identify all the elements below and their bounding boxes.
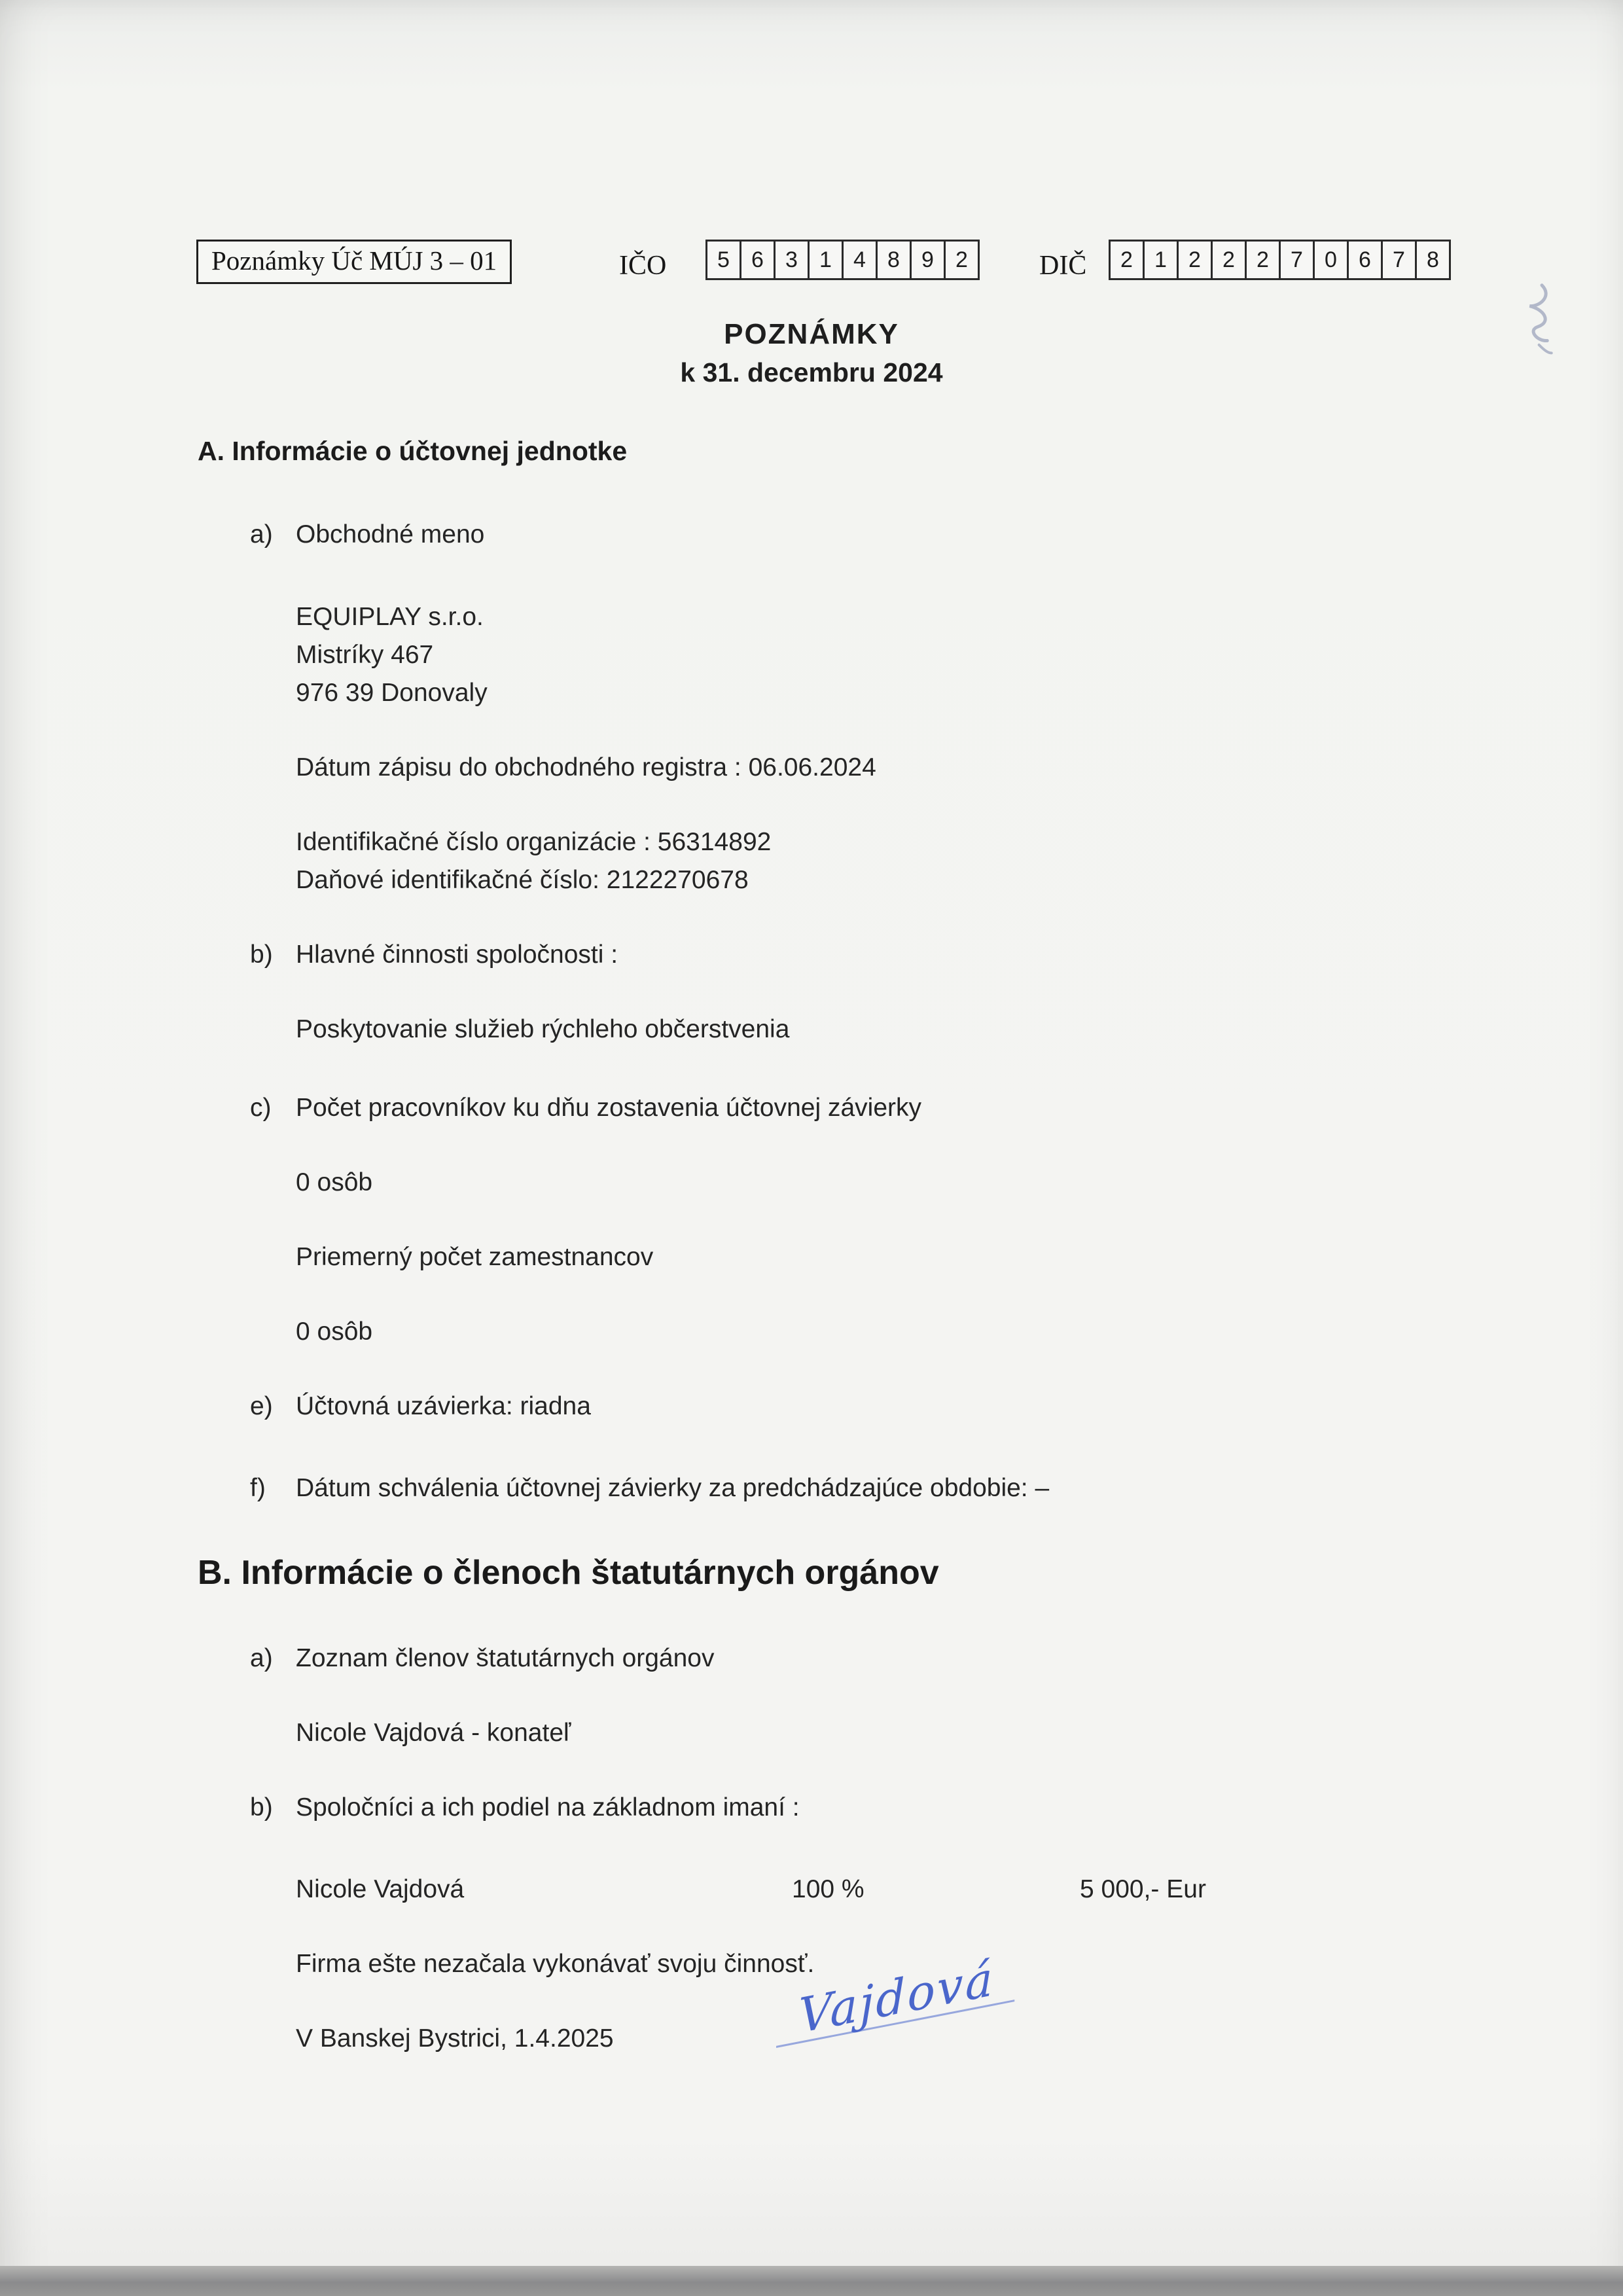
shareholder-name: Nicole Vajdová (296, 1875, 465, 1903)
item-label: Spoločníci a ich podiel na základnom imaní : (296, 1793, 800, 1821)
ico-digit: 5 (705, 240, 741, 280)
item-label: Hlavné činnosti spoločnosti : (296, 941, 618, 969)
ico-digit-boxes (705, 240, 980, 280)
item-marker: a) (250, 1644, 273, 1672)
activity-line: Poskytovanie služieb rýchleho občerstvenia (296, 1015, 790, 1043)
scanner-edge-strip (0, 2266, 1623, 2296)
ico-digit: 2 (944, 240, 980, 280)
document-title-line1: POZNÁMKY (724, 318, 899, 350)
board-member-line: Nicole Vajdová - konateľ (296, 1719, 571, 1747)
item-label: Dátum schválenia účtovnej závierky za predchádzajúce obdobie: – (296, 1474, 1050, 1502)
dic-label: DIČ (1039, 251, 1087, 281)
section-b-heading: B. Informácie o členoch štatutárnych orgánov (198, 1554, 939, 1592)
dic-digit: 2 (1109, 240, 1145, 280)
shareholder-amount: 5 000,- Eur (1080, 1875, 1206, 1903)
ico-digit: 8 (876, 240, 912, 280)
item-c-employee-count (198, 1089, 1454, 1127)
dic-digit: 2 (1177, 240, 1213, 280)
avg-employees-label-line: Priemerný počet zamestnancov (296, 1243, 654, 1271)
item-marker: b) (250, 1793, 273, 1821)
item-a-board-list (198, 1640, 1454, 1677)
employees-count-line: 0 osôb (296, 1168, 373, 1196)
ico-digit: 3 (774, 240, 810, 280)
avg-employees-count-line: 0 osôb (296, 1318, 373, 1346)
form-id-label: Poznámky Úč MÚJ 3 – 01 (211, 245, 497, 276)
item-label: Počet pracovníkov ku dňu zostavenia účtovnej závierky (296, 1094, 922, 1122)
section-a-heading: A. Informácie o účtovnej jednotke (198, 436, 628, 466)
registration-date-line: Dátum zápisu do obchodného registra : 06.06.2024 (296, 753, 876, 781)
item-marker: b) (250, 941, 273, 969)
company-address-block (198, 598, 1454, 712)
dic-digit: 1 (1143, 240, 1179, 280)
handwritten-signature: Vajdová (776, 1950, 1014, 2048)
dic-digit-boxes (1109, 240, 1451, 280)
dic-digit: 2 (1245, 240, 1281, 280)
ico-digit: 1 (808, 240, 844, 280)
item-marker: f) (250, 1474, 266, 1502)
item-marker: c) (250, 1094, 272, 1122)
ico-digit: 9 (910, 240, 946, 280)
dic-digit: 6 (1347, 240, 1383, 280)
no-activity-note-line: Firma ešte nezačala vykonávať svoju činnosť. (296, 1950, 815, 1978)
tax-id-line: Daňové identifikačné číslo: 2122270678 (296, 866, 749, 894)
item-f-approval-date (198, 1469, 1454, 1507)
company-name: EQUIPLAY s.r.o. (296, 603, 484, 631)
dic-digit: 7 (1381, 240, 1417, 280)
item-marker: e) (250, 1392, 273, 1420)
ico-digit: 6 (740, 240, 776, 280)
item-b-main-activities (198, 936, 1454, 974)
dic-digit: 7 (1279, 240, 1315, 280)
item-label: Účtovná uzávierka: riadna (296, 1392, 591, 1420)
dic-digit: 0 (1313, 240, 1349, 280)
identifiers-block (198, 823, 1454, 899)
document-title-line2: k 31. decembru 2024 (680, 357, 943, 387)
company-city: 976 39 Donovaly (296, 679, 488, 707)
item-label: Zoznam členov štatutárnych orgánov (296, 1644, 715, 1672)
org-id-line: Identifikačné číslo organizácie : 56314892 (296, 828, 772, 856)
document-body (198, 432, 1454, 2098)
item-b-shareholders (198, 1789, 1454, 1827)
place-and-date: V Banskej Bystrici, 1.4.2025 (296, 2024, 614, 2053)
shareholder-row (198, 1871, 1454, 1909)
form-id-box (196, 240, 512, 284)
dic-digit: 2 (1211, 240, 1247, 280)
dic-digit: 8 (1415, 240, 1451, 280)
company-street: Mistríky 467 (296, 641, 434, 669)
document-title (0, 315, 1623, 391)
ico-digit: 4 (842, 240, 878, 280)
shareholder-share: 100 % (792, 1875, 865, 1903)
item-e-closing-type (198, 1388, 1454, 1426)
item-marker: a) (250, 520, 273, 548)
item-label: Obchodné meno (296, 520, 485, 548)
item-a-business-name (198, 516, 1454, 554)
ico-label: IČO (619, 251, 667, 281)
